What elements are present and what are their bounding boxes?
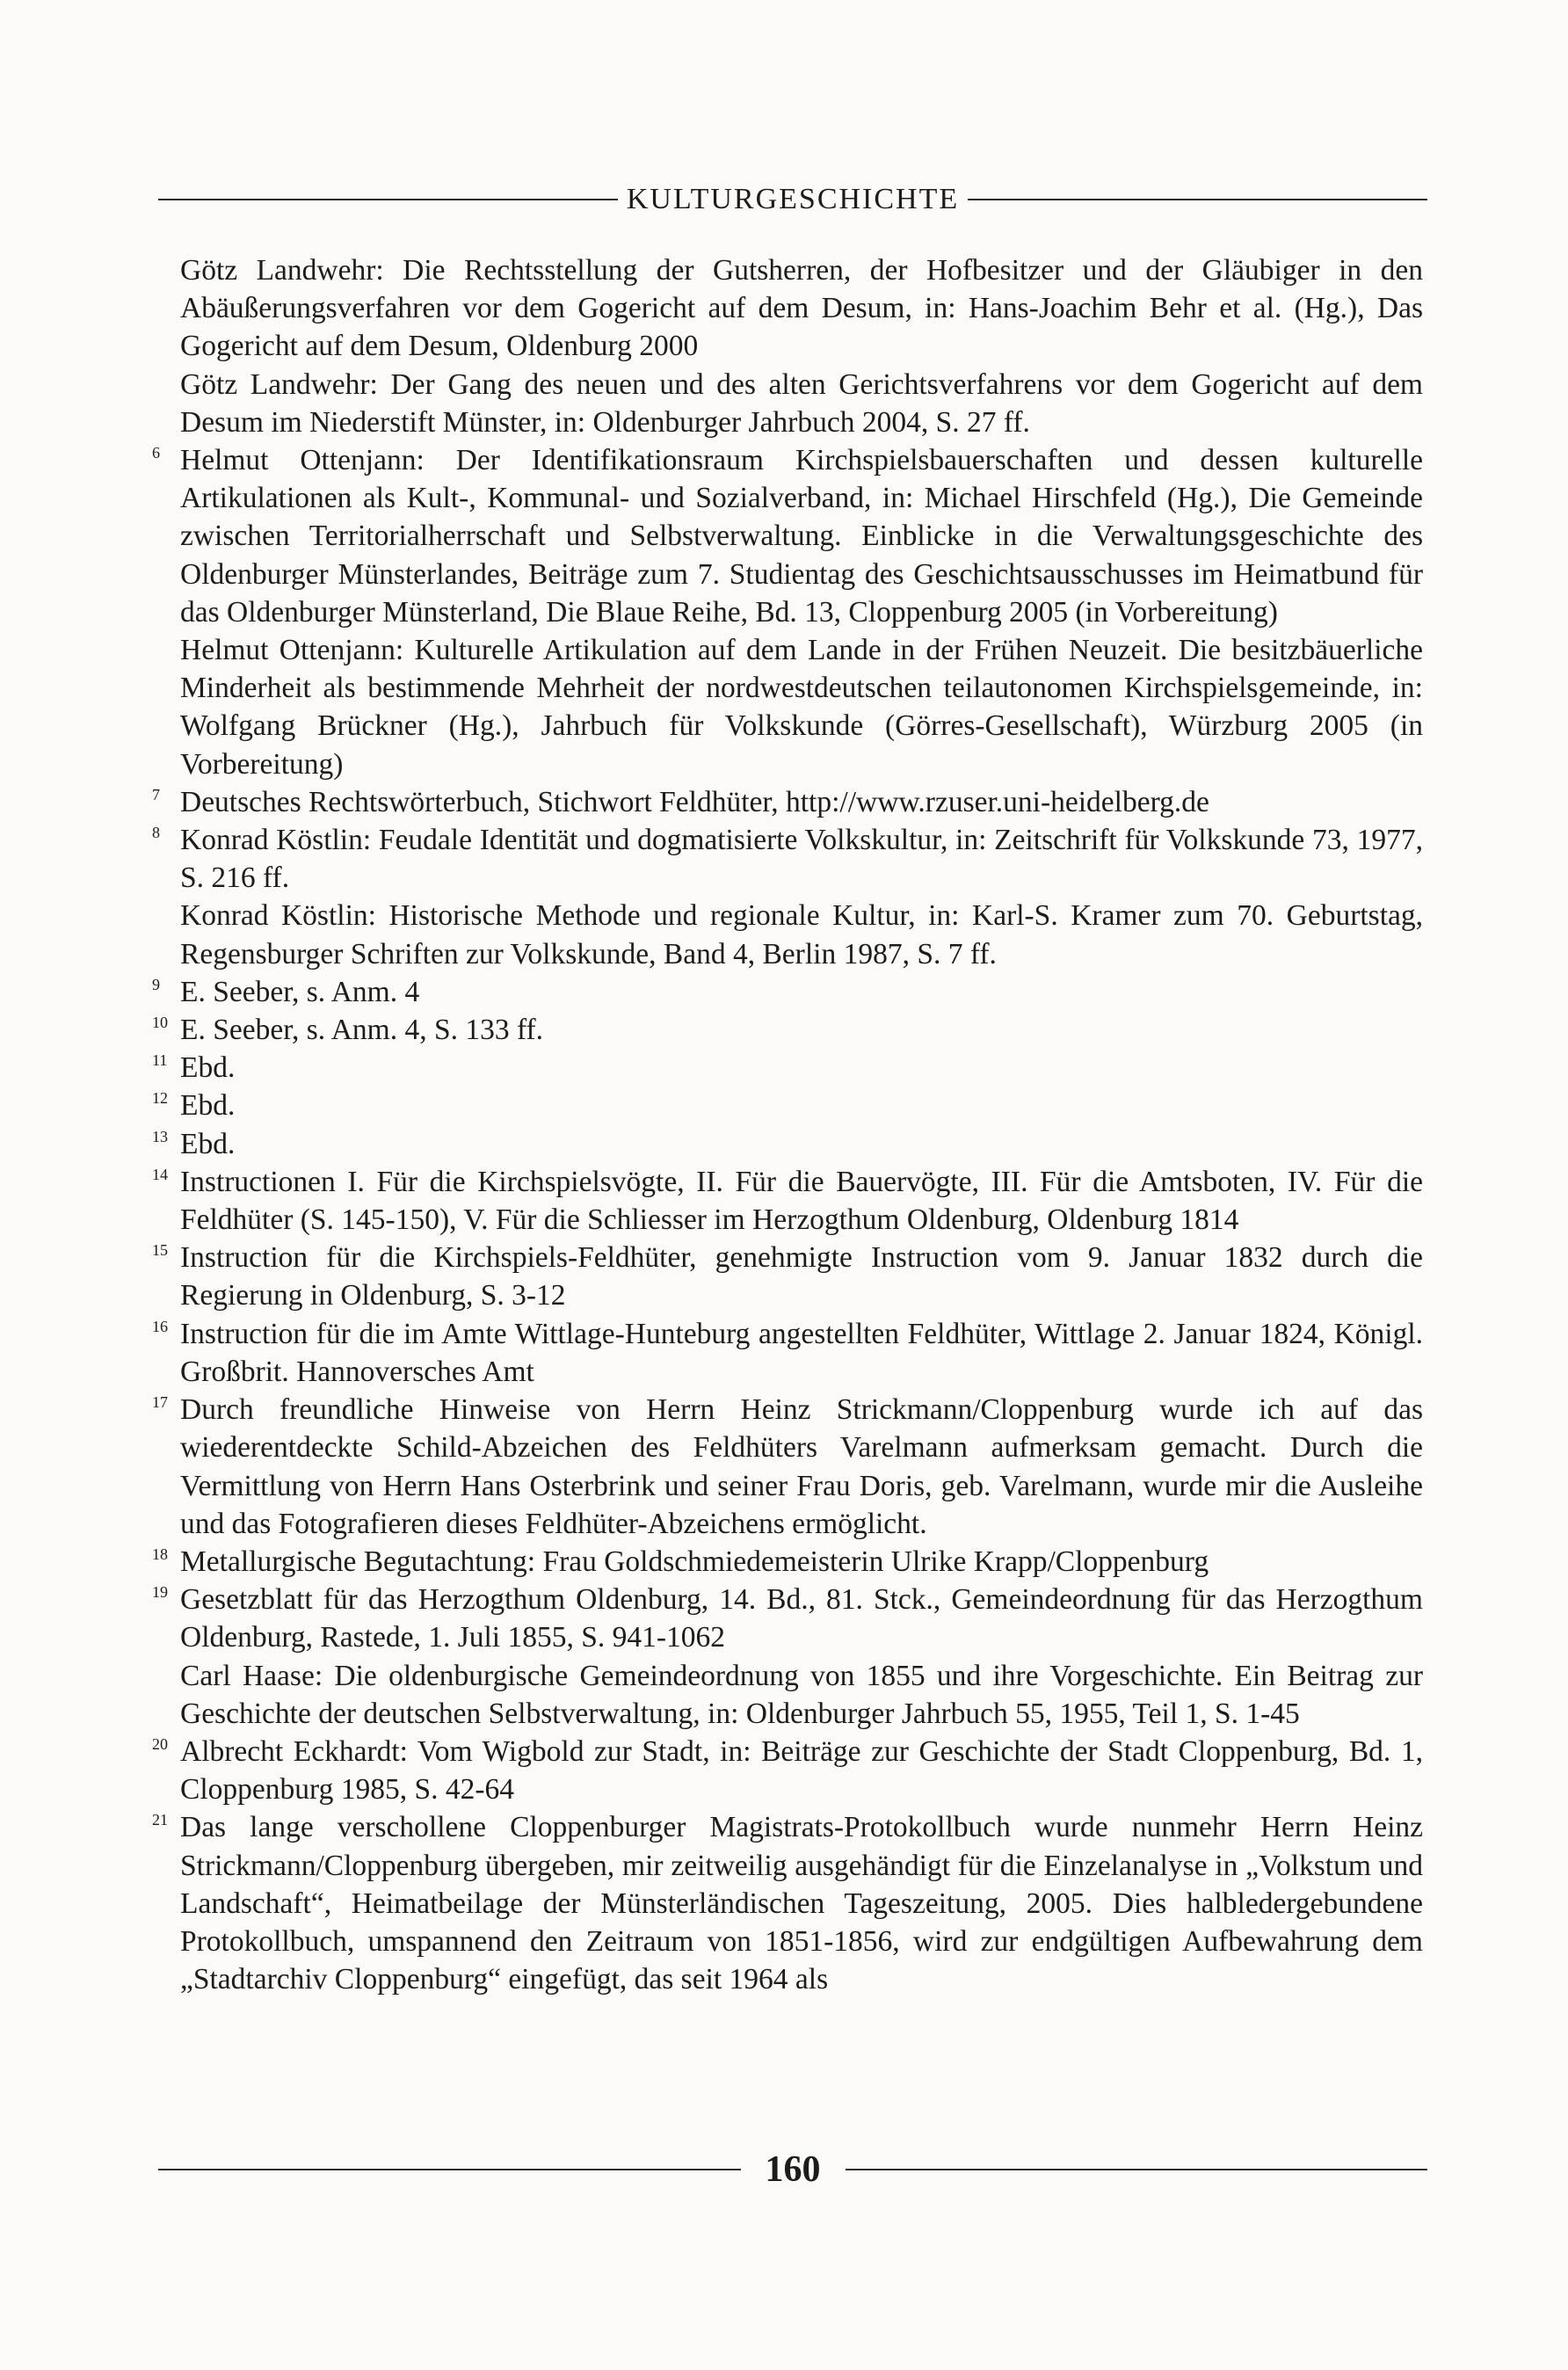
- endnote-number: 10: [152, 1014, 168, 1032]
- endnote-text: Konrad Köstlin: Feudale Identität und dogmatisierte Volkskultur, in: Zeitschrift für Volkskunde 73, 1977, S. 216 ff.: [180, 824, 1423, 895]
- endnote-text: Ebd.: [180, 1127, 236, 1160]
- endnote: [180, 251, 1423, 366]
- endnote-text: Durch freundliche Hinweise von Herrn Heinz Strickmann/Cloppenburg wurde ich auf das wiederentdeckte Schild-Abzeichen des Feldhüters Varelmann aufmerksam gemacht. Durch die Vermittlung von Herrn Hans Osterbrink und seiner Frau Doris, geb. Varelmann, wurde mir die Ausleihe und das Fotografieren dieses Feldhüter-Abzeichens ermöglicht.: [180, 1393, 1423, 1540]
- endnotes-list: [152, 251, 1423, 1998]
- endnote-text: Helmut Ottenjann: Der Identifikationsraum Kirchspielsbauerschaften und dessen kulturelle Artikulationen als Kult-, Kommunal- und Sozialverband, in: Michael Hirschfeld (Hg.), Die Gemeinde zwischen Territorialherrschaft und Selbstverwaltung. Einblicke in die Verwaltungsgeschichte des Oldenburger Münsterlandes, Beiträge zum 7. Studientag des Geschichtsausschusses im Heimatbund für das Oldenburger Münsterland, Die Blaue Reihe, Bd. 13, Cloppenburg 2005 (in Vorbereitung): [180, 444, 1423, 629]
- endnote: [152, 1581, 1423, 1656]
- endnote-text: Instruction für die im Amte Wittlage-Hunteburg angestellten Feldhüter, Wittlage 2. Januar 1824, Königl. Großbrit. Hannoversches Amt: [180, 1317, 1423, 1388]
- endnote-number: 15: [152, 1241, 168, 1260]
- endnote-number: 12: [152, 1089, 168, 1108]
- endnote: [152, 1087, 1423, 1124]
- endnote-text: Deutsches Rechtswörterbuch, Stichwort Feldhüter, http://www.rzuser.uni-heidelberg.de: [180, 785, 1209, 818]
- endnote-text: Instructionen I. Für die Kirchspielsvögte, II. Für die Bauervögte, III. Für die Amtsboten, IV. Für die Feldhüter (S. 145-150), V. Für die Schliesser im Herzogthum Oldenburg, Oldenburg 1814: [180, 1165, 1423, 1237]
- endnote-number: 21: [152, 1811, 168, 1829]
- endnote: [152, 973, 1423, 1011]
- endnote-text: Metallurgische Begutachtung: Frau Goldschmiedemeisterin Ulrike Krapp/Cloppenburg: [180, 1545, 1209, 1578]
- endnote-text: E. Seeber, s. Anm. 4: [180, 975, 420, 1008]
- endnote: [152, 1239, 1423, 1314]
- footer-rule-right: [846, 2169, 1428, 2170]
- endnote-number: 13: [152, 1127, 168, 1145]
- endnote: [180, 1657, 1423, 1733]
- footer-rule-left: [158, 2169, 741, 2170]
- endnote: [152, 1011, 1423, 1049]
- endnote: [152, 1808, 1423, 1998]
- endnote-text: Ebd.: [180, 1089, 236, 1123]
- endnote-text: E. Seeber, s. Anm. 4, S. 133 ff.: [180, 1014, 544, 1047]
- endnote-number: 8: [152, 824, 160, 842]
- endnote-number: 14: [152, 1165, 168, 1183]
- header-rule-right: [968, 199, 1427, 200]
- endnote: [152, 441, 1423, 631]
- endnote: [180, 897, 1423, 972]
- page-number: 160: [765, 2149, 821, 2190]
- endnote-number: 20: [152, 1734, 168, 1753]
- endnote-text: Gesetzblatt für das Herzogthum Oldenburg, 14. Bd., 81. Stck., Gemeindeordnung für das Herzogthum Oldenburg, Rastede, 1. Juli 1855, S. 941-1062: [180, 1583, 1423, 1654]
- endnote-number: 6: [152, 444, 160, 462]
- endnote: [152, 1733, 1423, 1808]
- endnote: [152, 783, 1423, 821]
- endnote: [152, 821, 1423, 897]
- endnote-text: Helmut Ottenjann: Kulturelle Artikulation auf dem Lande in der Frühen Neuzeit. Die besitzbäuerliche Minderheit als bestimmende Mehrheit der nordwestdeutschen teilautonomen Kirchspielsgemeinde, in: Wolfgang Brückner (Hg.), Jahrbuch für Volkskunde (Görres-Gesellschaft), Würzburg 2005 (in Vorbereitung): [180, 634, 1423, 781]
- endnote: [152, 1315, 1423, 1391]
- endnote: [152, 1163, 1423, 1239]
- header-rule-left: [158, 199, 618, 200]
- endnote-number: 11: [152, 1051, 168, 1070]
- endnote-number: 17: [152, 1393, 168, 1412]
- endnote-text: Götz Landwehr: Der Gang des neuen und des alten Gerichtsverfahrens vor dem Gogericht auf dem Desum im Niederstift Münster, in: Oldenburger Jahrbuch 2004, S. 27 ff.: [180, 367, 1423, 439]
- endnote-number: 19: [152, 1583, 168, 1602]
- endnote: [152, 1125, 1423, 1163]
- endnote-number: 9: [152, 975, 160, 993]
- running-header: [158, 185, 1427, 214]
- endnote-text: Albrecht Eckhardt: Vom Wigbold zur Stadt, in: Beiträge zur Geschichte der Stadt Cloppenburg, Bd. 1, Cloppenburg 1985, S. 42-64: [180, 1734, 1423, 1807]
- endnote-text: Götz Landwehr: Die Rechtsstellung der Gutsherren, der Hofbesitzer und der Gläubiger in den Abäußerungsverfahren vor dem Gogericht auf dem Desum, in: Hans-Joachim Behr et al. (Hg.), Das Gogericht auf dem Desum, Oldenburg 2000: [180, 254, 1423, 363]
- endnote-text: Ebd.: [180, 1051, 236, 1085]
- endnote: [152, 1049, 1423, 1087]
- endnote-number: 7: [152, 785, 160, 803]
- endnote: [180, 631, 1423, 783]
- endnote: [180, 366, 1423, 441]
- page-footer: [158, 2151, 1427, 2188]
- endnote-text: Carl Haase: Die oldenburgische Gemeindeordnung von 1855 und ihre Vorgeschichte. Ein Beitrag zur Geschichte der deutschen Selbstverwaltung, in: Oldenburger Jahrbuch 55, 1955, Teil 1, S. 1-45: [180, 1659, 1423, 1730]
- endnote: [152, 1391, 1423, 1543]
- endnote-text: Das lange verschollene Cloppenburger Magistrats-Protokollbuch wurde nunmehr Herrn Heinz Strickmann/Cloppenburg übergeben, mir zeitweilig ausgehändigt für die Einzelanalyse in „Volkstum und Landschaft“, Heimatbeilage der Münsterländischen Tageszeitung, 2005. Dies halbledergebundene Protokollbuch, umspannend den Zeitraum von 1851-1856, wird zur endgültigen Aufbewahrung dem „Stadtarchiv Cloppenburg“ eingefügt, das seit 1964 als: [180, 1811, 1423, 1996]
- endnote-number: 18: [152, 1545, 168, 1563]
- endnote-text: Instruction für die Kirchspiels-Feldhüter, genehmigte Instruction vom 9. Januar 1832 durch die Regierung in Oldenburg, S. 3-12: [180, 1241, 1423, 1312]
- header-title: KULTURGESCHICHTE: [626, 183, 960, 215]
- endnote: [152, 1543, 1423, 1581]
- endnote-text: Konrad Köstlin: Historische Methode und regionale Kultur, in: Karl-S. Kramer zum 70. Geburtstag, Regensburger Schriften zur Volkskunde, Band 4, Berlin 1987, S. 7 ff.: [180, 899, 1423, 971]
- endnote-number: 16: [152, 1317, 168, 1335]
